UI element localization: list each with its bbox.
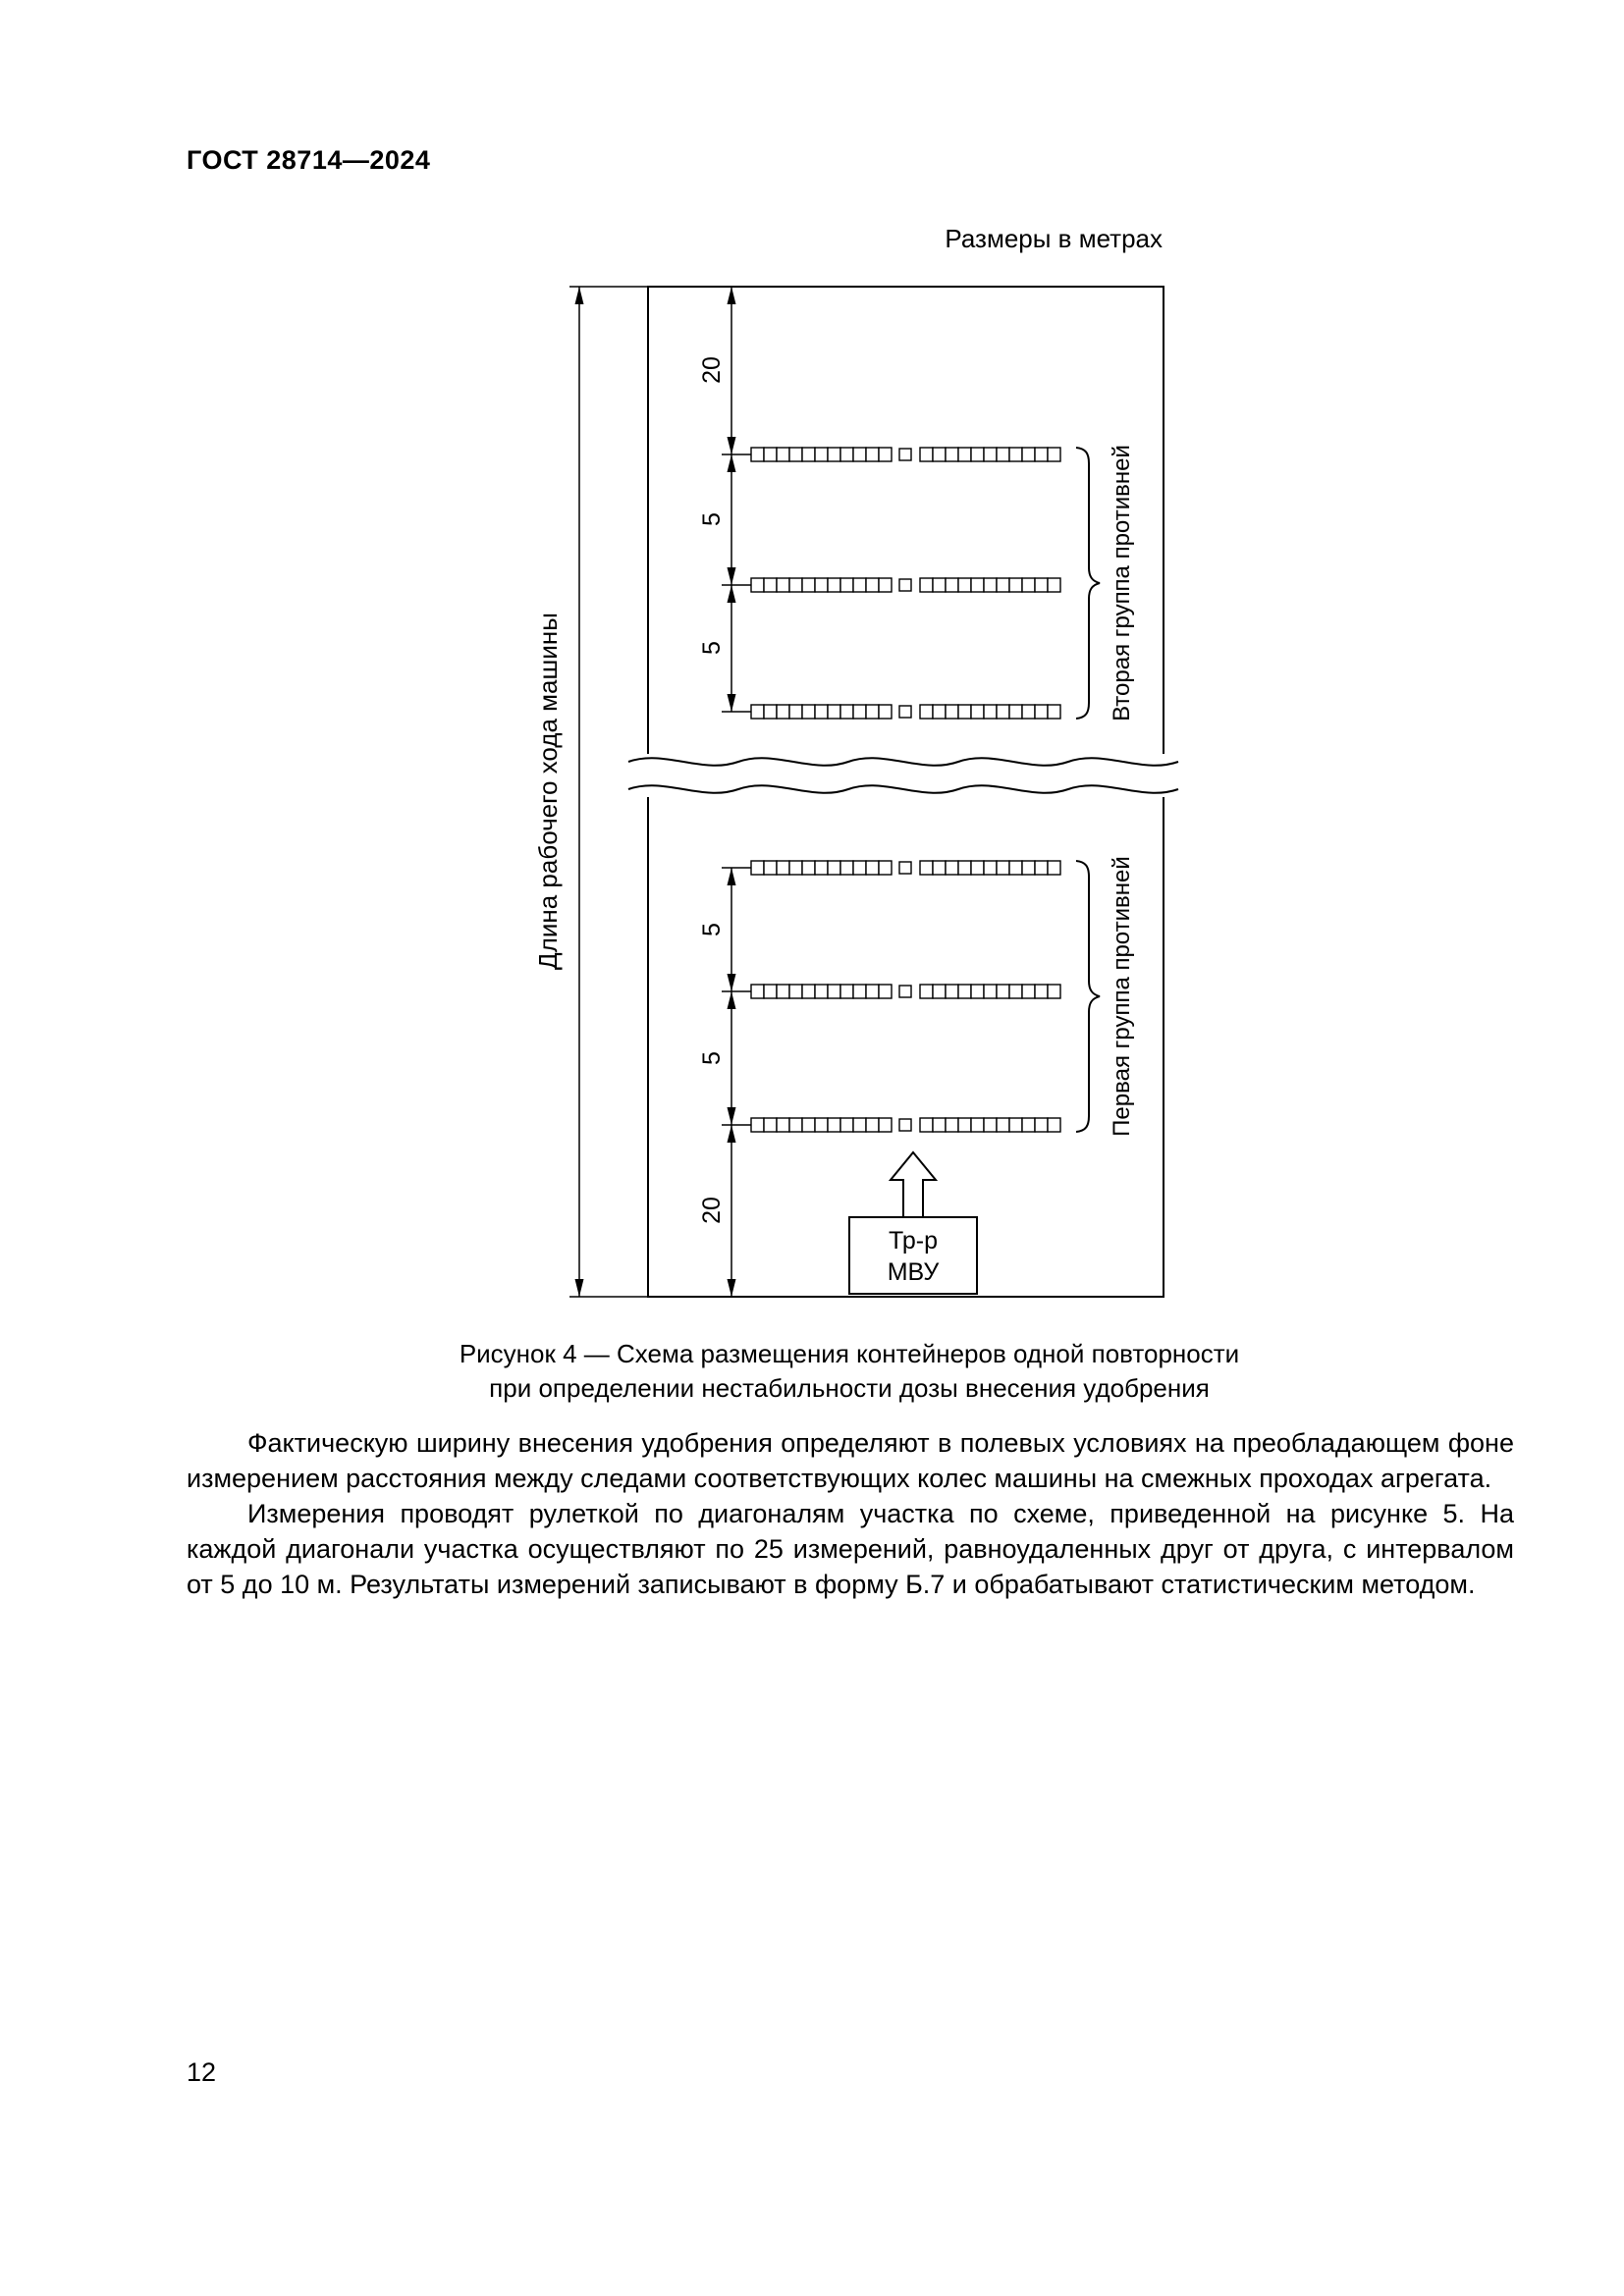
second-group-label: Вторая группа противней [1109,445,1135,721]
container-row [722,861,1060,875]
container-row [722,448,1060,461]
dimension-label-20-bottom: 20 [698,1197,726,1224]
first-group-label: Первая группа противней [1109,856,1135,1137]
tractor-label-line2: МВУ [887,1258,940,1286]
dimension-label-5: 5 [698,512,726,526]
dimension-label-5: 5 [698,1051,726,1065]
container-row [722,578,1060,592]
length-dimension [533,287,648,1297]
figure-caption [187,1337,1512,1406]
second-group-brace [1076,448,1100,719]
container-row [722,705,1060,719]
machine-run-length-label: Длина рабочего хода машины [533,613,563,970]
container-row [722,985,1060,998]
dimension-label-5: 5 [698,641,726,655]
container-row [722,1118,1060,1132]
document-header: ГОСТ 28714—2024 [187,145,431,175]
paragraph-1: Фактическую ширину внесения удобрения определяют в полевых условиях на преобладающем фоне измерением расстояния между следами соответствующих колес машины на смежных проходах агрегата. [187,1428,1514,1493]
body-text [187,1425,1514,1602]
dimension-label-5: 5 [698,923,726,936]
first-group-brace [1076,861,1100,1132]
figure-caption-line1: Рисунок 4 — Схема размещения контейнеров одной повторности [459,1339,1240,1368]
dimension-label-20-top: 20 [698,356,726,384]
units-note: Размеры в метрах [945,224,1163,253]
field-break-lines [628,754,1182,797]
tractor-direction-arrow [891,1152,936,1217]
figure-4-diagram [530,275,1198,1325]
page-number: 12 [187,2057,217,2087]
tractor-label-line1: Тр-р [889,1227,938,1255]
tractor-box [849,1217,977,1294]
paragraph-2: Измерения проводят рулеткой по диагоналям участка по схеме, приведенной на рисунке 5. На каждой диагонали участка осуществляют по 25 измерений, равноудаленных друг от друга, с интервалом от 5 до 10 м. Результаты измерений записывают в форму Б.7 и обрабатывают статистическим методом. [187,1499,1514,1599]
figure-caption-line2: при определении нестабильности дозы внесения удобрения [489,1373,1210,1403]
